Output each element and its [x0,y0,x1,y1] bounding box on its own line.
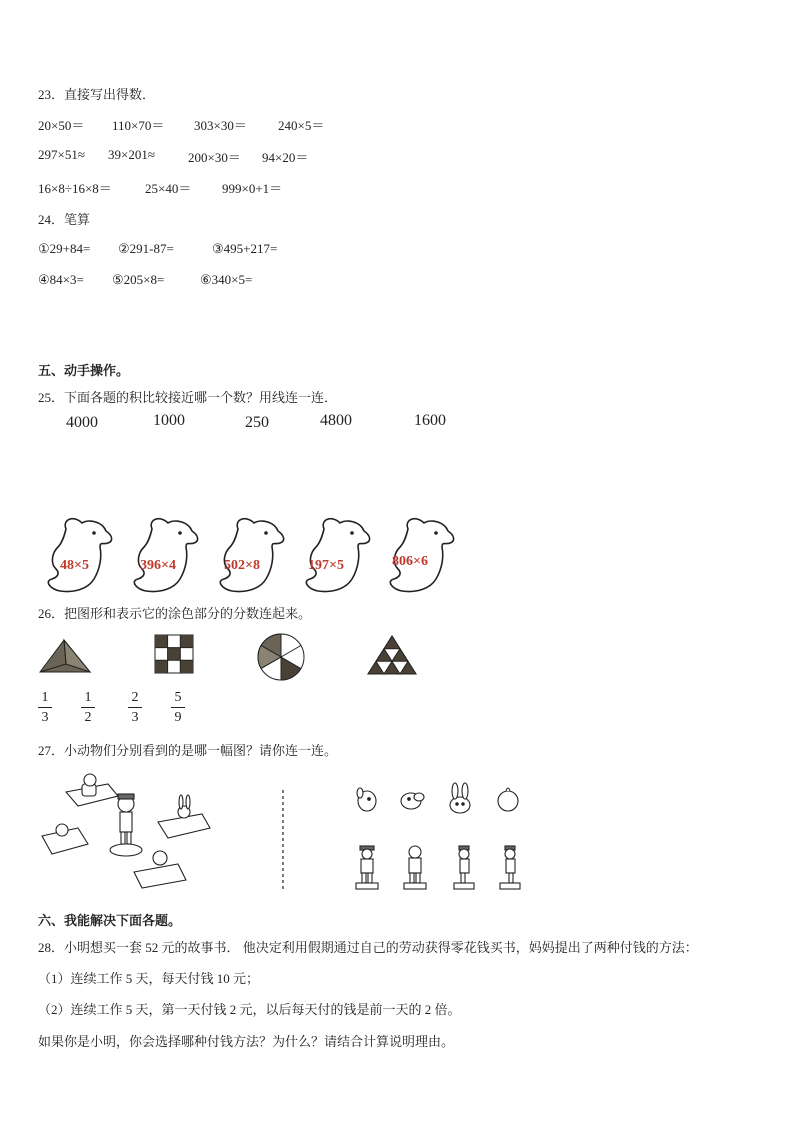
fraction-five-ninths [171,690,185,725]
section-6-heading: 六、我能解决下面各题。 [38,913,182,928]
q28-question: 如果你是小明，你会选择哪种付钱方法？为什么？请结合计算说明理由。 [38,1034,455,1049]
fraction-bar [128,707,142,708]
q25-ghost-row [0,515,794,605]
officer-views-row [354,844,534,892]
q23-item: 240×5＝ [278,118,325,133]
q23-item: 20×50＝ [38,118,85,133]
ghost-eye [434,531,438,535]
animal-cars-scene-illustration [38,774,238,892]
dog-head-icon [357,788,376,811]
q25-title: 25．下面各题的积比较接近哪一个数？用线连一连． [38,390,338,405]
q24-title: 24．笔算 [38,212,91,227]
ghost-expression: 48×5 [60,558,89,573]
q23-item: 39×201≈ [108,147,155,162]
q23-item: 297×51≈ [38,147,85,162]
ghost-eye [178,531,182,535]
shaded-circle-shape [256,632,306,682]
q27-title: 27．小动物们分别看到的是哪一幅图？请你连一连。 [38,743,338,758]
fraction-numerator: 2 [131,690,139,705]
q28-option-1: （1）连续工作 5 天，每天付钱 10 元； [38,971,260,986]
ghost-eye [92,531,96,535]
fraction-bar [81,707,95,708]
ghost-1 [48,519,111,592]
q26-title: 26．把图形和表示它的涂色部分的分数连起来。 [38,606,312,621]
q23-item: 110×70＝ [112,118,165,133]
rabbit-head-icon [450,783,470,813]
ghost-3 [220,519,283,592]
dashed-divider [281,790,285,890]
officer-side-right-icon [500,846,520,889]
fraction-numerator: 1 [84,690,92,705]
q23-title: 23．直接写出得数． [38,87,156,102]
q23-item: 999×0+1＝ [222,181,283,196]
q28-option-2: （2）连续工作 5 天，第一天付钱 2 元，以后每天付的钱是前一天的 2 倍。 [38,1002,461,1017]
fraction-denominator: 9 [174,710,182,725]
shaded-grid-shape [154,634,194,674]
ghost-expression: 502×8 [224,558,260,573]
ghost-5 [390,519,453,592]
fraction-denominator: 2 [84,710,92,725]
puppy-head-icon [401,793,424,809]
q23-item: 16×8÷16×8＝ [38,181,112,196]
q24-item: ⑤205×8= [112,272,165,287]
section-5-heading: 五、动手操作。 [38,363,130,378]
animal-heads-row [354,785,534,815]
shaded-triangle-shape [38,636,92,676]
ghost-4 [306,519,369,592]
fraction-numerator: 1 [41,690,49,705]
fraction-one-half [81,690,95,725]
chick-head-icon [498,788,518,811]
shaded-triangle-grid-shape [366,634,418,678]
q23-item: 25×40＝ [145,181,192,196]
q24-item: ②291-87= [118,241,174,256]
q24-item: ③495+217= [212,241,278,256]
q25-number: 4800 [320,412,352,429]
fraction-bar [171,707,185,708]
q28-problem-text: 28．小明想买一套 52 元的故事书． 他决定利用假期通过自己的劳动获得零花钱买书，妈妈提出了两种付钱的方法： [38,940,698,955]
fraction-numerator: 5 [174,690,182,705]
ghost-expression: 396×4 [140,558,176,573]
q25-number: 1600 [414,412,446,429]
q24-item: ⑥340×5= [200,272,253,287]
fraction-one-third [38,690,52,725]
fraction-denominator: 3 [131,710,139,725]
q25-number: 4000 [66,414,98,431]
q24-item: ①29+84= [38,241,91,256]
q23-item: 303×30＝ [194,118,247,133]
officer-front-icon [356,846,378,889]
ghost-2 [134,519,197,592]
ghost-expression: 197×5 [308,558,344,573]
fraction-two-thirds [128,690,142,725]
q25-number: 250 [245,414,269,431]
officer-side-left-icon [454,846,474,889]
ghost-eye [350,531,354,535]
q23-item: 94×20＝ [262,150,309,165]
officer-back-icon [404,846,426,889]
fraction-bar [38,707,52,708]
q24-item: ④84×3= [38,272,84,287]
fraction-denominator: 3 [41,710,49,725]
ghost-eye [264,531,268,535]
q25-number: 1000 [153,412,185,429]
ghost-expression: 806×6 [392,554,428,569]
q23-item: 200×30＝ [188,150,241,165]
